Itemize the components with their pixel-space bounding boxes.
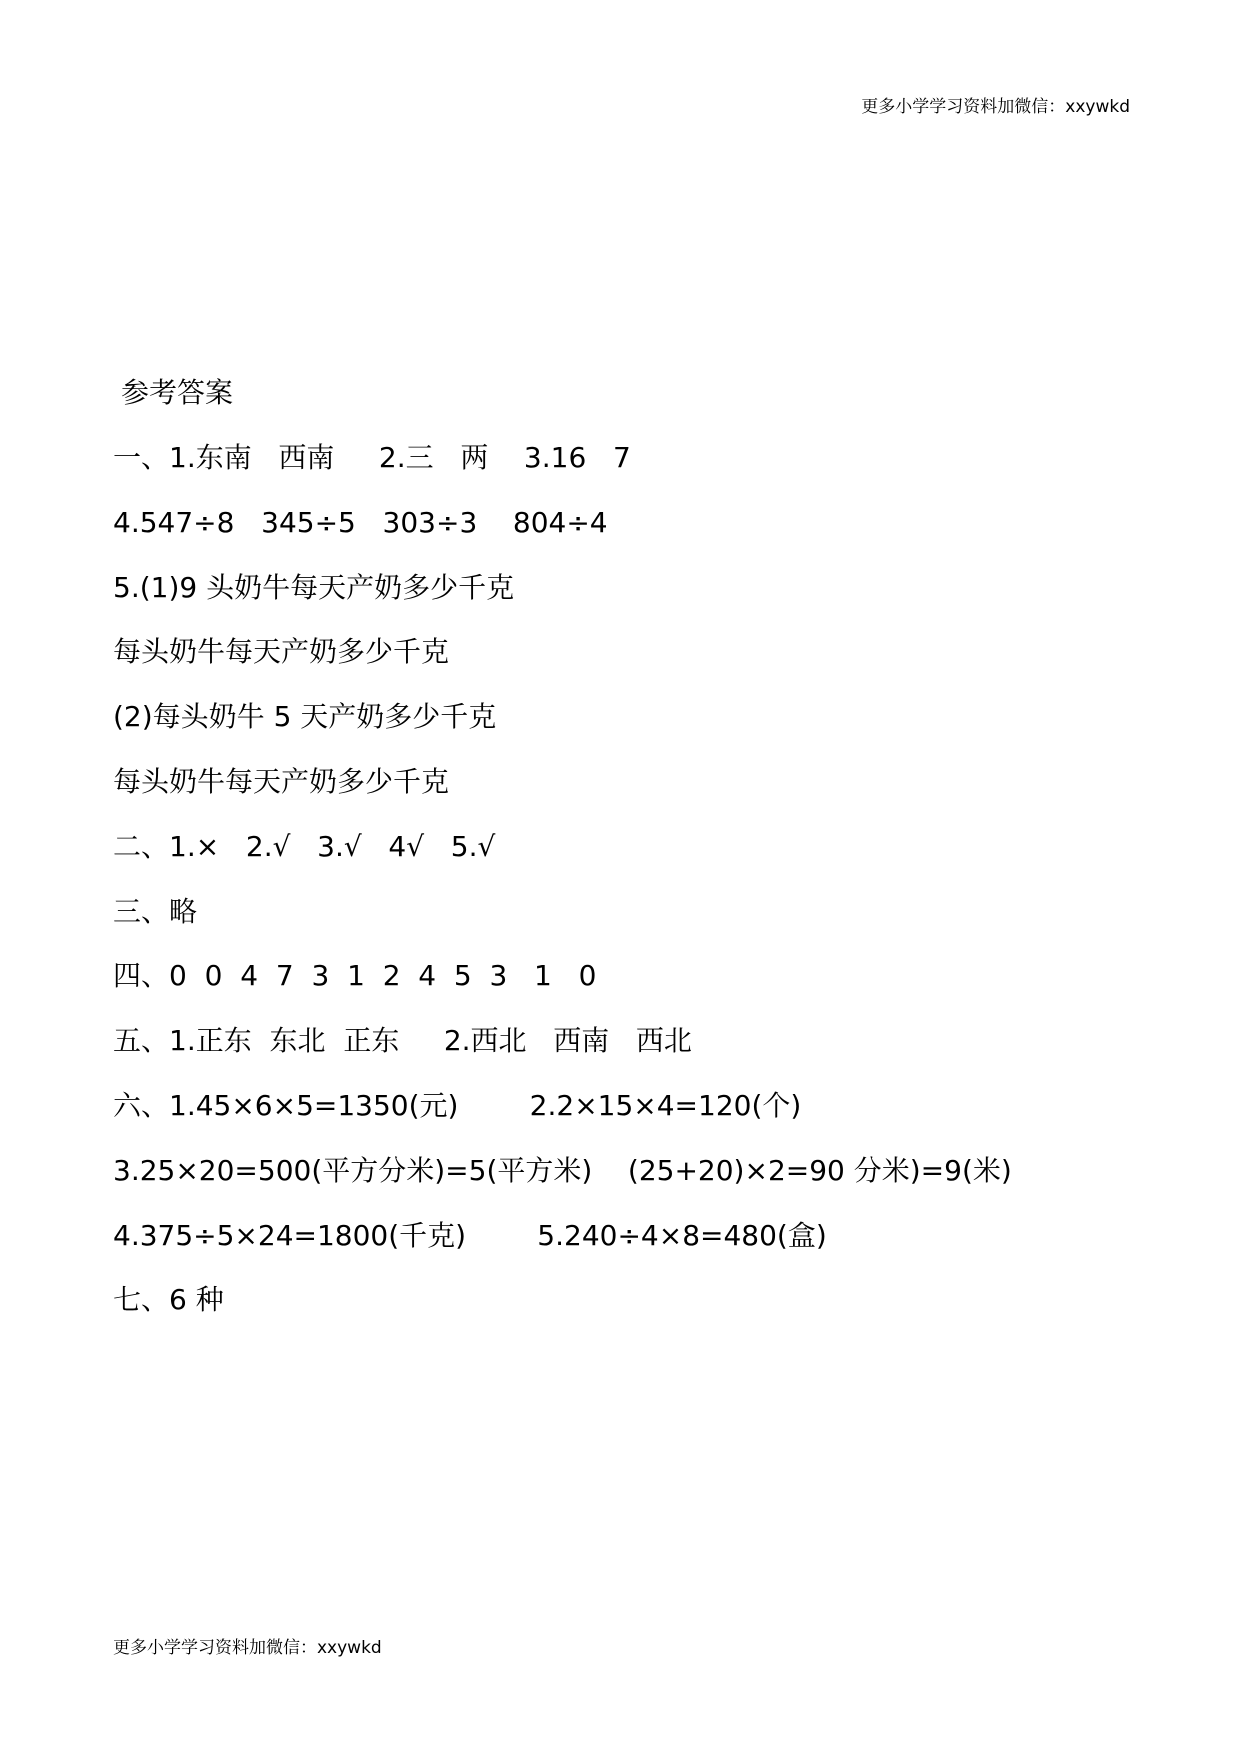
answer-line: (2)每头奶牛 5 天产奶多少千克 — [113, 700, 497, 734]
answer-line: 四、0 0 4 7 3 1 2 4 5 3 1 0 — [113, 959, 597, 993]
header-note: 更多小学学习资料加微信：xxywkd — [861, 97, 1130, 117]
answer-line: 4.375÷5×24=1800(千克) 5.240÷4×8=480(盒) — [113, 1218, 827, 1252]
answer-line: 三、略 — [113, 894, 198, 928]
footer-note: 更多小学学习资料加微信：xxywkd — [113, 1638, 382, 1658]
answer-line: 七、6 种 — [113, 1283, 224, 1317]
answer-line: 一、1.东南 西南 2.三 两 3.16 7 — [113, 441, 631, 474]
answer-key-section — [113, 368, 1123, 1340]
answer-line: 六、1.45×6×5=1350(元) 2.2×15×4=120(个) — [113, 1088, 802, 1122]
answer-key-title: 参考答案 — [121, 376, 234, 409]
answer-line: 五、1.正东 东北 正东 2.西北 西南 西北 — [113, 1024, 692, 1058]
answer-line: 5.(1)9 头奶牛每天产奶多少千克 — [113, 570, 515, 604]
answer-line: 每头奶牛每天产奶多少千克 — [113, 635, 450, 669]
answer-line: 二、1.× 2.√ 3.√ 4√ 5.√ — [113, 829, 496, 863]
answer-line: 4.547÷8 345÷5 303÷3 804÷4 — [113, 505, 608, 539]
answer-line: 3.25×20=500(平方分米)=5(平方米) (25+20)×2=90 分米)=9(米) — [113, 1153, 1012, 1187]
answer-line: 每头奶牛每天产奶多少千克 — [113, 764, 450, 798]
